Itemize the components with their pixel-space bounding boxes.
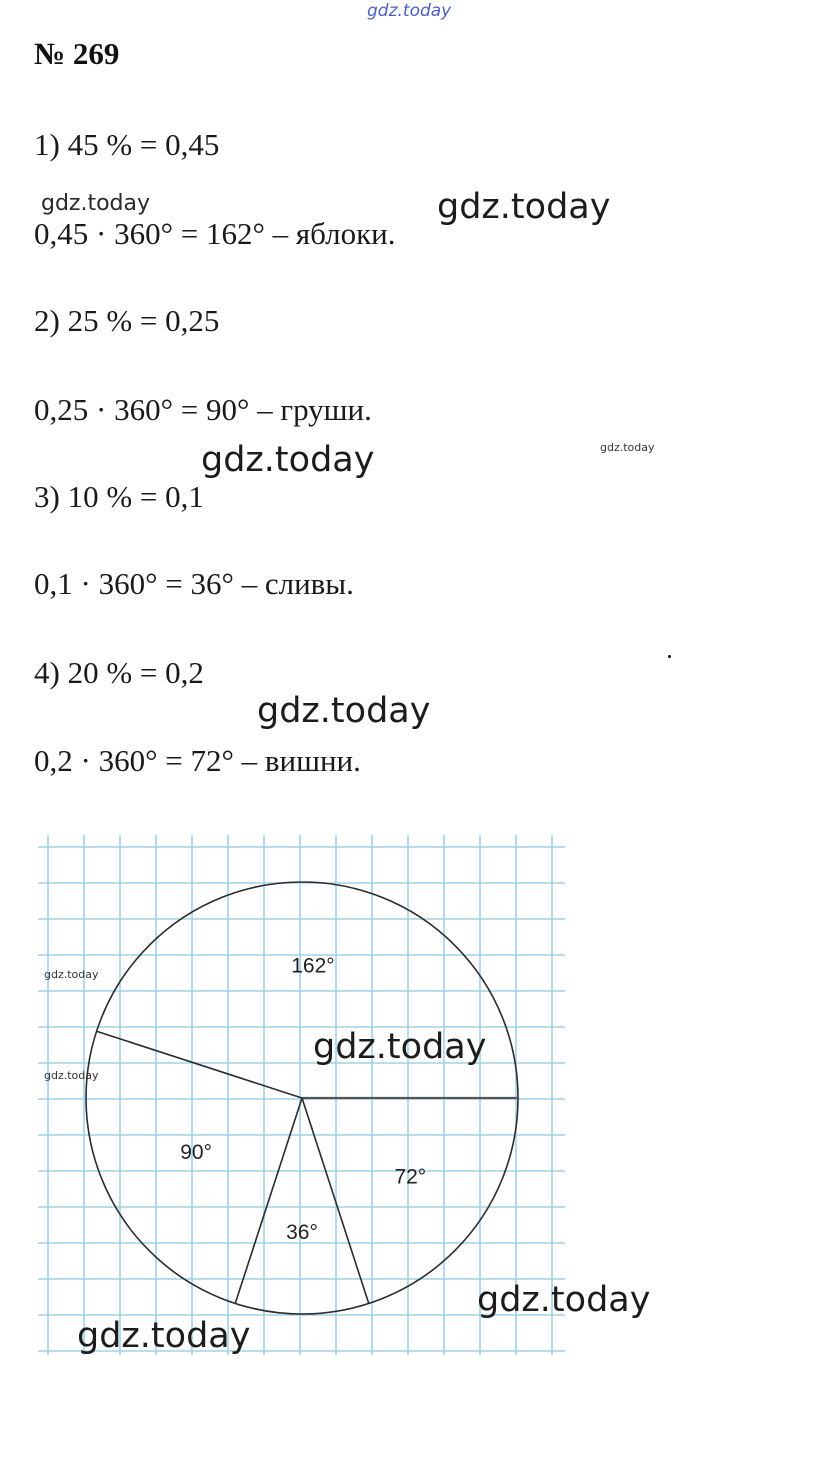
watermark: gdz.today [477, 1280, 651, 1320]
watermark: gdz.today [41, 191, 151, 216]
watermark: gdz.today [201, 440, 375, 480]
watermark-top: gdz.today [367, 1, 452, 21]
task-number: № 269 [34, 36, 120, 71]
stray-dot [668, 655, 671, 658]
slice-label: 90° [180, 1140, 213, 1164]
watermark: gdz.today [437, 187, 611, 227]
pie-layer [86, 882, 518, 1314]
slice-label: 162° [291, 954, 335, 978]
pie-radius [235, 1098, 302, 1303]
slice-label: 72° [394, 1165, 427, 1189]
grid-lines [38, 835, 565, 1355]
watermark: gdz.today [44, 1069, 99, 1082]
solution-line-5: 3) 10 % = 0,1 [34, 479, 204, 514]
solution-line-1: 1) 45 % = 0,45 [34, 127, 220, 162]
solution-line-2: 0,45 · 360° = 162° – яблоки. [34, 216, 396, 251]
pie-radius [97, 1031, 302, 1098]
solution-line-3: 2) 25 % = 0,25 [34, 303, 220, 338]
solution-line-8: 0,2 · 360° = 72° – вишни. [34, 743, 361, 778]
solution-line-4: 0,25 · 360° = 90° – груши. [34, 392, 372, 427]
watermark: gdz.today [77, 1316, 251, 1356]
slice-label: 36° [286, 1220, 318, 1244]
solution-line-6: 0,1 · 360° = 36° – сливы. [34, 566, 354, 601]
watermark: gdz.today [600, 441, 655, 454]
watermark: gdz.today [44, 968, 99, 981]
watermark: gdz.today [257, 691, 431, 731]
watermark: gdz.today [313, 1027, 487, 1067]
solution-line-7: 4) 20 % = 0,2 [34, 655, 204, 690]
